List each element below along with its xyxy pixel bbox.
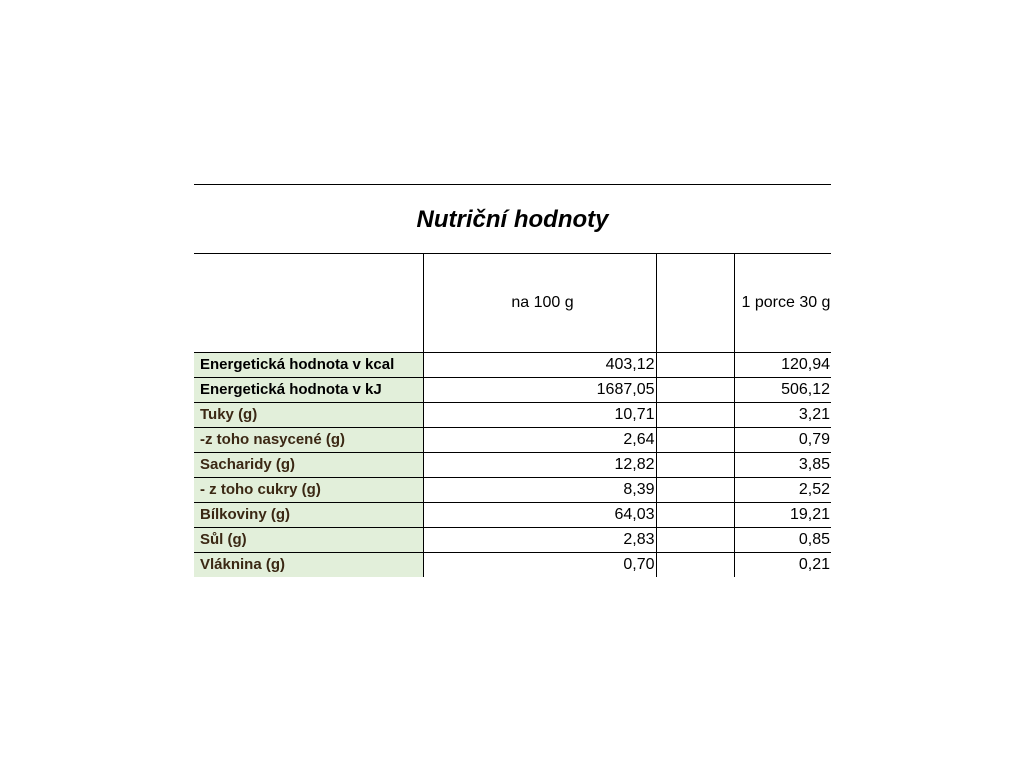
header-per-portion: 1 porce 30 g (734, 254, 831, 352)
header-empty-col (656, 254, 734, 352)
empty-cell (656, 352, 734, 377)
value-per-100g: 8,39 (423, 477, 656, 502)
nutrition-table (194, 254, 831, 577)
empty-cell (656, 527, 734, 552)
table-row (194, 352, 831, 377)
value-per-100g: 12,82 (423, 452, 656, 477)
table-title: Nutriční hodnoty (194, 184, 831, 254)
value-per-100g: 0,70 (423, 552, 656, 577)
nutrient-label: - z toho cukry (g) (194, 477, 423, 502)
nutrient-label: -z toho nasycené (g) (194, 427, 423, 452)
value-per-100g: 64,03 (423, 502, 656, 527)
value-per-100g: 403,12 (423, 352, 656, 377)
value-per-100g: 2,64 (423, 427, 656, 452)
value-per-100g: 10,71 (423, 402, 656, 427)
nutrient-label: Bílkoviny (g) (194, 502, 423, 527)
nutrient-label: Energetická hodnota v kcal (194, 352, 423, 377)
value-per-portion: 19,21 (734, 502, 831, 527)
table-row (194, 552, 831, 577)
table-row (194, 427, 831, 452)
header-row (194, 254, 831, 352)
value-per-portion: 506,12 (734, 377, 831, 402)
value-per-portion: 3,21 (734, 402, 831, 427)
nutrient-label: Vláknina (g) (194, 552, 423, 577)
nutrient-label: Sůl (g) (194, 527, 423, 552)
empty-cell (656, 477, 734, 502)
empty-cell (656, 427, 734, 452)
nutrient-label: Energetická hodnota v kJ (194, 377, 423, 402)
header-per-100g: na 100 g (423, 254, 656, 352)
empty-cell (656, 452, 734, 477)
table-row (194, 402, 831, 427)
value-per-portion: 2,52 (734, 477, 831, 502)
table-row (194, 477, 831, 502)
nutrient-label: Tuky (g) (194, 402, 423, 427)
empty-cell (656, 552, 734, 577)
nutrition-table-container (194, 184, 831, 584)
header-label-col (194, 254, 423, 352)
nutrient-label: Sacharidy (g) (194, 452, 423, 477)
table-row (194, 452, 831, 477)
empty-cell (656, 402, 734, 427)
value-per-portion: 0,79 (734, 427, 831, 452)
value-per-portion: 0,21 (798, 555, 830, 573)
value-per-100g: 1687,05 (423, 377, 656, 402)
value-per-portion: 3,85 (734, 452, 831, 477)
value-per-portion: 120,94 (734, 352, 831, 377)
table-row (194, 527, 831, 552)
empty-cell (656, 377, 734, 402)
value-per-portion: 0,85 (734, 527, 831, 552)
table-row (194, 377, 831, 402)
value-per-100g: 2,83 (423, 527, 656, 552)
empty-cell (656, 502, 734, 527)
table-row (194, 502, 831, 527)
